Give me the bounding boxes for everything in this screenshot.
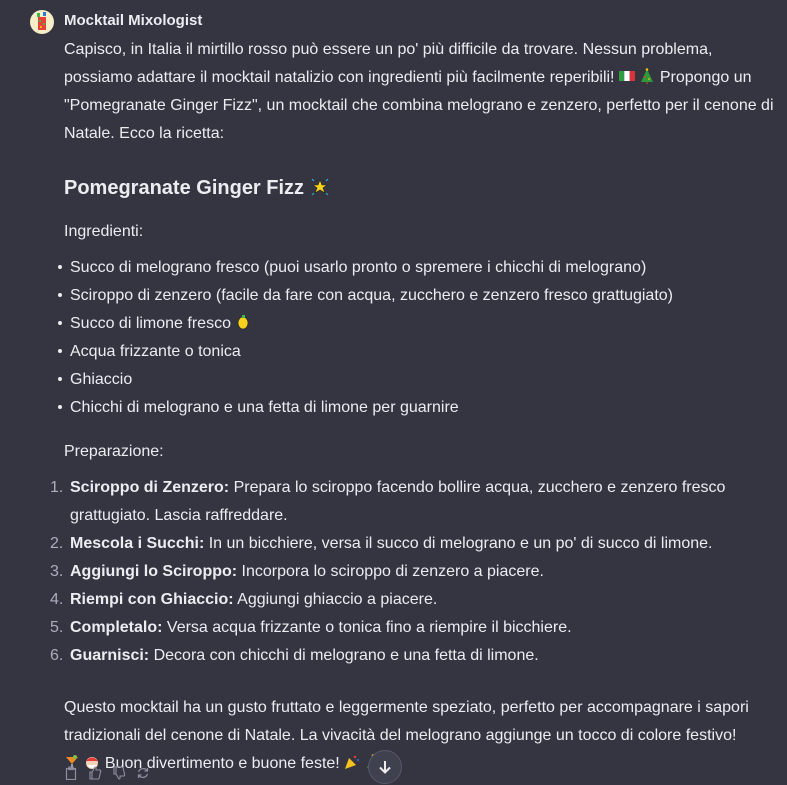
closing-paragraph: Questo mocktail ha un gusto fruttato e leggermente speziato, perfetto per accompagnare i sapori tradizionali del cenone di Natale. La vivacità del melograno aggiunge un tocco di colore festivo! Buon divertimento e buone feste! [64,699,749,772]
preparation-label: Preparazione: [64,443,164,460]
ingredients-list [64,254,774,422]
clipboard-icon [64,766,78,780]
christmas-tree-icon [639,68,655,84]
intro-paragraph: Capisco, in Italia il mirtillo rosso può essere un po' più difficile da trovare. Nessun problema, possiamo adattare il mocktail natalizio con ingredienti più facilmente reperibili! Propongo un "Pomegranate Ginger Fizz", un mocktail che combina melograno e zenzero, perfetto per il cenone di Natale. Ecco la ricetta: [64,41,774,142]
author-name: Mocktail Mixologist [64,12,203,29]
regenerate-button[interactable] [136,766,150,780]
arrow-down-icon [377,759,393,775]
avatar [30,10,54,34]
thumbs-up-icon [88,766,102,780]
ingredient-item: Sciroppo di zenzero (facile da fare con acqua, zucchero e zenzero fresco grattugiato) [64,282,774,310]
thumbs-up-button[interactable] [88,766,102,780]
message-actions [64,766,150,780]
step-item: 4. Riempi con Ghiaccio: Aggiungi ghiaccio a piacere. [50,591,438,608]
ingredient-item: Acqua frizzante o tonica [64,338,774,366]
step-item: 6. Guarnisci: Decora con chicchi di melograno e una fetta di limone. [50,647,539,664]
step-item: 3. Aggiungi lo Sciroppo: Incorpora lo sciroppo di zenzero a piacere. [50,563,544,580]
step-item: 2. Mescola i Succhi: In un bicchiere, versa il succo di melograno e un po' di succo di limone. [50,535,713,552]
ingredient-item: Succo di limone fresco [64,310,774,338]
ingredient-item: Chicchi di melograno e una fetta di limone per guarnire [64,394,774,422]
step-item: 5. Completalo: Versa acqua frizzante o tonica fino a riempire il bicchiere. [50,619,572,636]
party-popper-icon [344,754,360,770]
steps-list [50,474,774,670]
ingredient-item: Ghiaccio [64,366,774,394]
thumbs-down-button[interactable] [112,766,126,780]
glowing-star-icon [310,177,330,197]
regenerate-icon [136,766,150,780]
step-item: 1. Sciroppo di Zenzero: Prepara lo sciroppo facendo bollire acqua, zucchero e zenzero fresco grattugiato. Lascia raffreddare. [50,479,726,524]
scroll-to-bottom-button[interactable] [368,750,402,784]
italy-flag-icon [619,68,635,84]
thumbs-down-icon [112,766,126,780]
cocktail-avatar-icon [34,12,50,32]
copy-button[interactable] [64,766,78,780]
ingredients-label: Ingredienti: [64,223,144,240]
recipe-title: Pomegranate Ginger Fizz [64,174,774,202]
ingredient-item: Succo di melograno fresco (puoi usarlo pronto o spremere i chicchi di melograno) [64,254,774,282]
message-content [50,36,774,778]
lemon-icon [235,314,251,330]
